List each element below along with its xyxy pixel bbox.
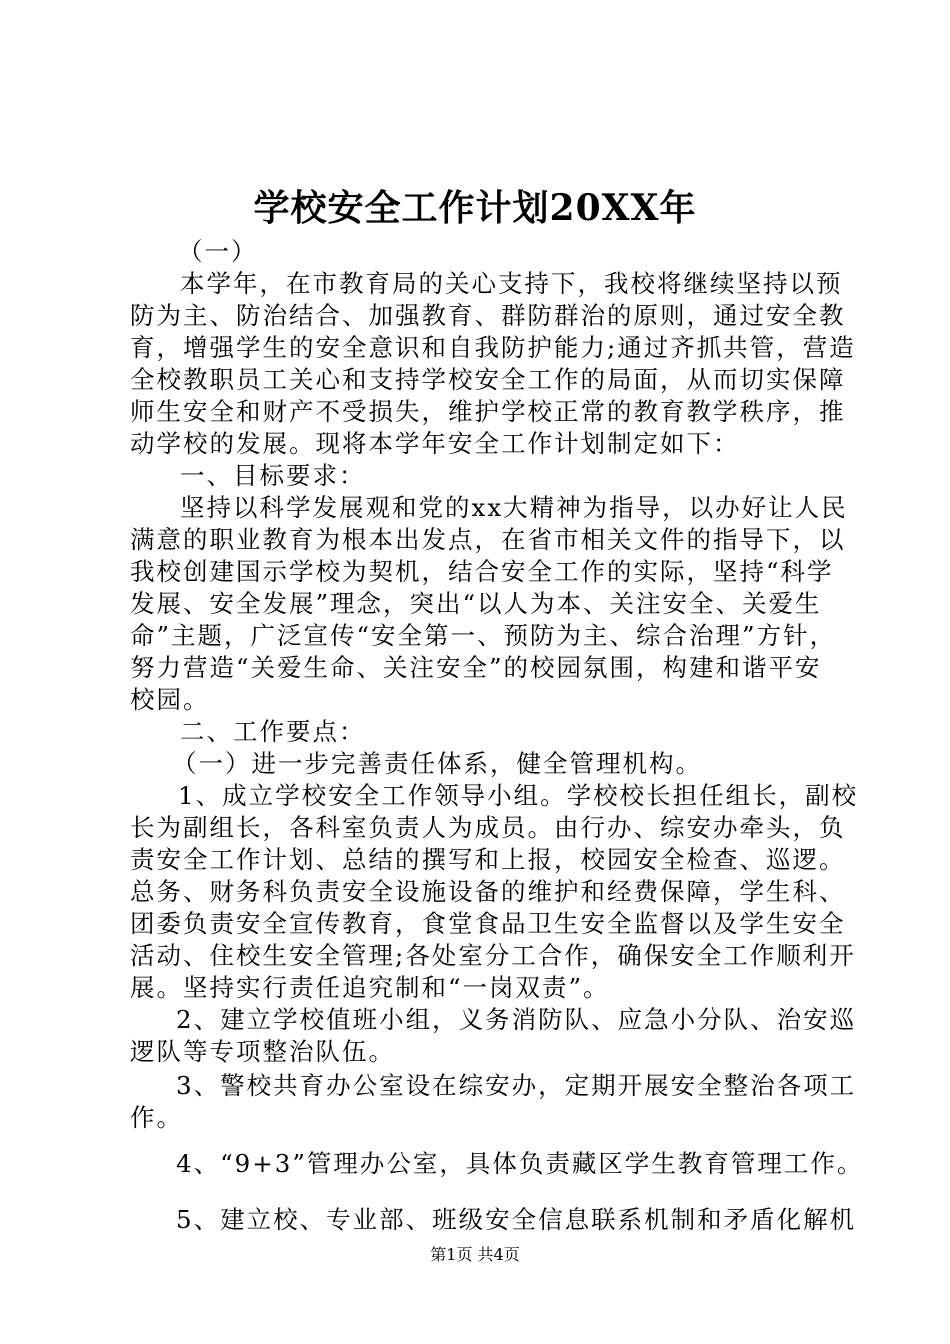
paragraph-line: 命”主题，广泛宣传“安全第一、预防为主、综合治理”方针， <box>130 621 837 650</box>
paragraph-line: 坚持以科学发展观和党的xx大精神为指导，以办好让人民 <box>180 493 848 522</box>
subsection-heading: （一）进一步完善责任体系，健全管理机构。 <box>172 749 702 778</box>
paragraph-line: 我校创建国示学校为契机，结合安全工作的实际，坚持“科学 <box>130 557 834 586</box>
paragraph-line: 师生安全和财产不受损失，维护学校正常的教育教学秩序，推 <box>130 397 846 426</box>
paragraph-line: 动学校的发展。现将本学年安全工作计划制定如下： <box>130 429 740 458</box>
paragraph-line: 展。坚持实行责任追究制和“一岗双责”。 <box>130 973 610 1002</box>
paragraph-line: 5、建立校、专业部、班级安全信息联系机制和矛盾化解机 <box>176 1205 857 1234</box>
paragraph-line: 责安全工作计划、总结的撰写和上报，校园安全检查、巡逻。 <box>130 845 846 874</box>
section-heading: 一、目标要求： <box>180 461 366 490</box>
document-title: 学校安全工作计划20XX年 <box>253 187 697 229</box>
paragraph-line: 3、警校共育办公室设在综安办，定期开展安全整治各项工 <box>176 1071 857 1100</box>
paragraph-line: 育，增强学生的安全意识和自我防护能力;通过齐抓共管，营造 <box>130 333 856 362</box>
section-heading: 二、工作要点： <box>180 717 366 746</box>
paragraph-line: 团委负责安全宣传教育，食堂食品卫生安全监督以及学生安全 <box>130 909 846 938</box>
paragraph-line: （一） <box>178 237 258 266</box>
paragraph-line: 4、“9+3”管理办公室，具体负责藏区学生教育管理工作。 <box>176 1149 864 1178</box>
paragraph-line: 防为主、防治结合、加强教育、群防群治的原则，通过安全教 <box>130 301 846 330</box>
paragraph-line: 发展、安全发展”理念，突出“以人为本、关注安全、关爱生 <box>130 589 822 618</box>
page-footer: 第1页 共4页 <box>430 1245 520 1264</box>
paragraph-line: 努力营造“关爱生命、关注安全”的校园氛围，构建和谐平安 <box>130 653 822 682</box>
paragraph-line: 满意的职业教育为根本出发点，在省市相关文件的指导下，以 <box>130 525 846 554</box>
paragraph-line: 总务、财务科负责安全设施设备的维护和经费保障，学生科、 <box>130 877 846 906</box>
paragraph-line: 活动、住校生安全管理;各处室分工合作，确保安全工作顺利开 <box>130 941 856 970</box>
paragraph-line: 长为副组长，各科室负责人为成员。由行办、综安办牵头，负 <box>130 813 846 842</box>
paragraph-line: 1、成立学校安全工作领导小组。学校校长担任组长，副校 <box>178 781 859 810</box>
paragraph-line: 作。 <box>130 1103 183 1132</box>
paragraph-line: 2、建立学校值班小组，义务消防队、应急小分队、治安巡 <box>176 1005 857 1034</box>
paragraph-line: 逻队等专项整治队伍。 <box>130 1037 395 1066</box>
paragraph-line: 校园。 <box>130 685 210 714</box>
paragraph-line: 本学年，在市教育局的关心支持下，我校将继续坚持以预 <box>180 269 843 298</box>
paragraph-line: 全校教职员工关心和支持学校安全工作的局面，从而切实保障 <box>130 365 846 394</box>
